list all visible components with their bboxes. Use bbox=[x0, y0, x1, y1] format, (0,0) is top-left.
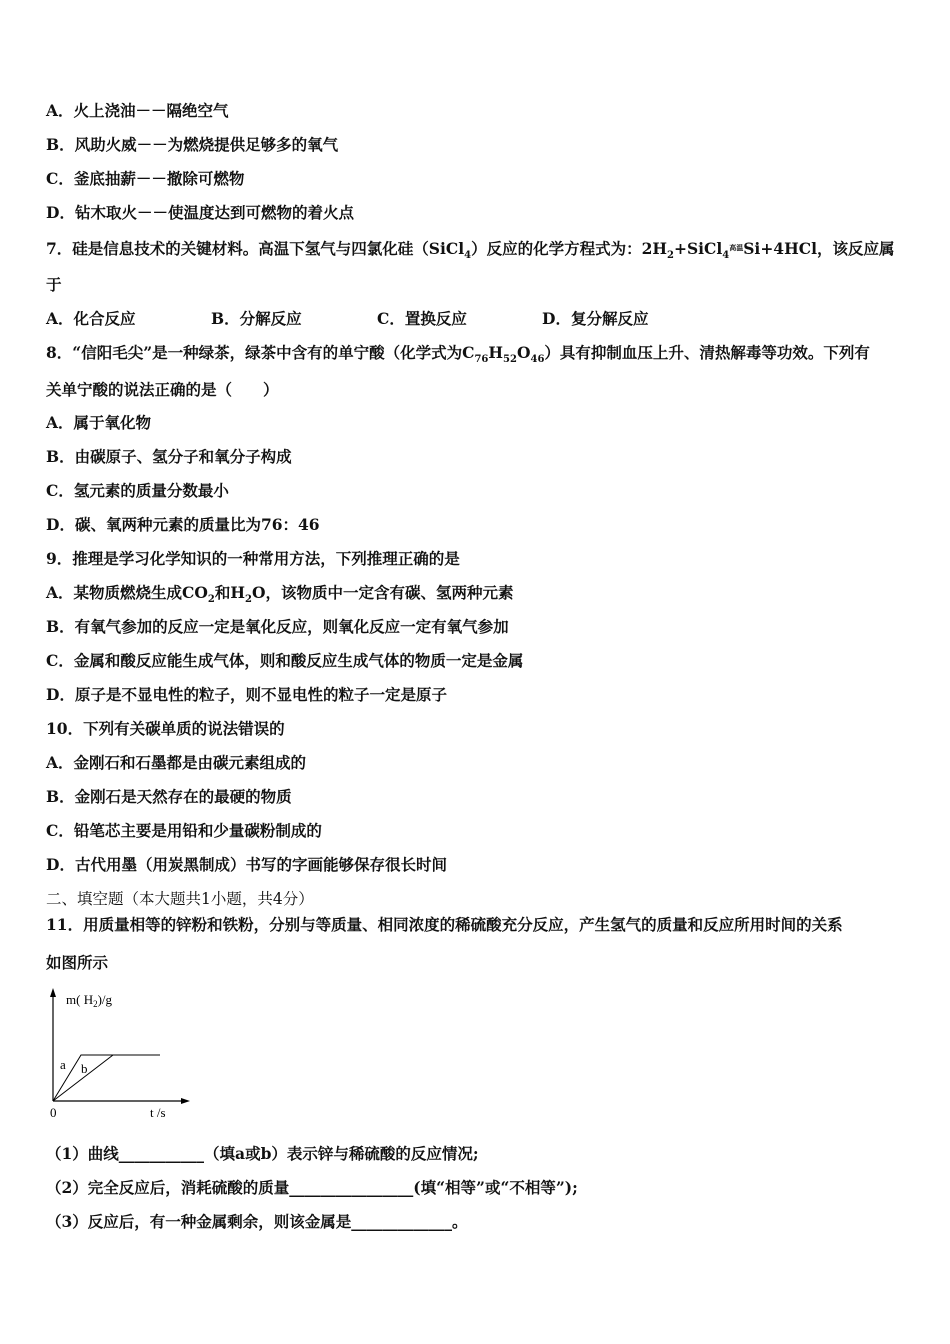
q10-stem: 10．下列有关碳单质的说法错误的 bbox=[46, 719, 285, 738]
q10-option-c: C．铅笔芯主要是用铅和少量碳粉制成的 bbox=[46, 821, 322, 840]
q11-part-3: （3）反应后，有一种金属剩余，则该金属是_____________。 bbox=[46, 1212, 468, 1231]
q11-part-1: （1）曲线___________（填a或b）表示锌与稀硫酸的反应情况; bbox=[46, 1144, 479, 1163]
q9-option-d: D．原子是不显电性的粒子，则不显电性的粒子一定是原子 bbox=[46, 685, 447, 704]
section-2-heading: 二、填空题（本大题共1小题，共4分） bbox=[46, 890, 314, 908]
x-axis-arrow bbox=[181, 1098, 190, 1104]
q9-stem: 9．推理是学习化学知识的一种常用方法，下列推理正确的是 bbox=[46, 549, 460, 568]
q7-option-c: C．置换反应 bbox=[377, 309, 467, 328]
q8-option-d: D．碳、氧两种元素的质量比为76：46 bbox=[46, 515, 320, 534]
q8-option-b: B．由碳原子、氢分子和氧分子构成 bbox=[46, 447, 292, 466]
q8-stem: 8．“信阳毛尖”是一种绿茶，绿茶中含有的单宁酸（化学式为$C_{76}H_{52}O_{46}$）具有抑制血压上升、清热解毒等功效。下列有 bbox=[46, 343, 870, 366]
q9-option-a: A．某物质燃烧生成$CO_2$和$H_2O$，该物质中一定含有碳、氢两种元素 bbox=[46, 583, 514, 606]
q8-stem-cont: 关单宁酸的说法正确的是（ ） bbox=[46, 380, 279, 399]
q11-stem: 11．用质量相等的锌粉和铁粉，分别与等质量、相同浓度的稀硫酸充分反应，产生氢气的质量和反应所用时间的关系 bbox=[46, 915, 843, 934]
q7-option-d: D．复分解反应 bbox=[542, 309, 649, 328]
q6-option-b: B．风助火威－－为燃烧提供足够多的氧气 bbox=[46, 135, 339, 154]
q8-option-c: C．氢元素的质量分数最小 bbox=[46, 481, 229, 500]
reaction-condition: 高温 bbox=[729, 243, 744, 252]
hydrogen-mass-time-graph bbox=[40, 986, 200, 1126]
curve-a-line bbox=[53, 1055, 160, 1101]
q10-option-d: D．古代用墨（用炭黑制成）书写的字画能够保存很长时间 bbox=[46, 855, 447, 874]
curve-a-label: a bbox=[60, 1057, 66, 1072]
origin-label: 0 bbox=[50, 1105, 57, 1120]
q7-stem-cont: 于 bbox=[46, 275, 62, 294]
curve-b-label: b bbox=[81, 1061, 88, 1076]
q11-part-2: （2）完全反应后，消耗硫酸的质量________________(填“相等”或“不相等”); bbox=[46, 1178, 578, 1197]
q11-stem-cont: 如图所示 bbox=[46, 953, 109, 972]
q6-option-d: D．钻木取火－－使温度达到可燃物的着火点 bbox=[46, 203, 354, 222]
y-axis-arrow bbox=[50, 988, 56, 997]
q10-option-a: A．金刚石和石墨都是由碳元素组成的 bbox=[46, 753, 307, 772]
x-axis-label: t /s bbox=[150, 1105, 166, 1120]
q10-option-b: B．金刚石是天然存在的最硬的物质 bbox=[46, 787, 292, 806]
q8-option-a: A．属于氧化物 bbox=[46, 413, 152, 432]
q7-option-a: A．化合反应 bbox=[46, 309, 136, 328]
q7-stem: 7．硅是信息技术的关键材料。高温下氢气与四氯化硅（SiCl$_4$）反应的化学方程式为：$2H_2+SiCl_4^{高温}Si+4HCl$，该反应属 bbox=[46, 239, 895, 262]
q6-option-c: C．釜底抽薪－－撤除可燃物 bbox=[46, 169, 245, 188]
q9-option-c: C．金属和酸反应能生成气体，则和酸反应生成气体的物质一定是金属 bbox=[46, 651, 524, 670]
q9-option-b: B．有氧气参加的反应一定是氧化反应，则氧化反应一定有氧气参加 bbox=[46, 617, 509, 636]
q7-option-b: B．分解反应 bbox=[211, 309, 302, 328]
q6-option-a: A．火上浇油－－隔绝空气 bbox=[46, 101, 229, 120]
y-axis-label: m( $H_2)/g$ bbox=[66, 992, 113, 1009]
